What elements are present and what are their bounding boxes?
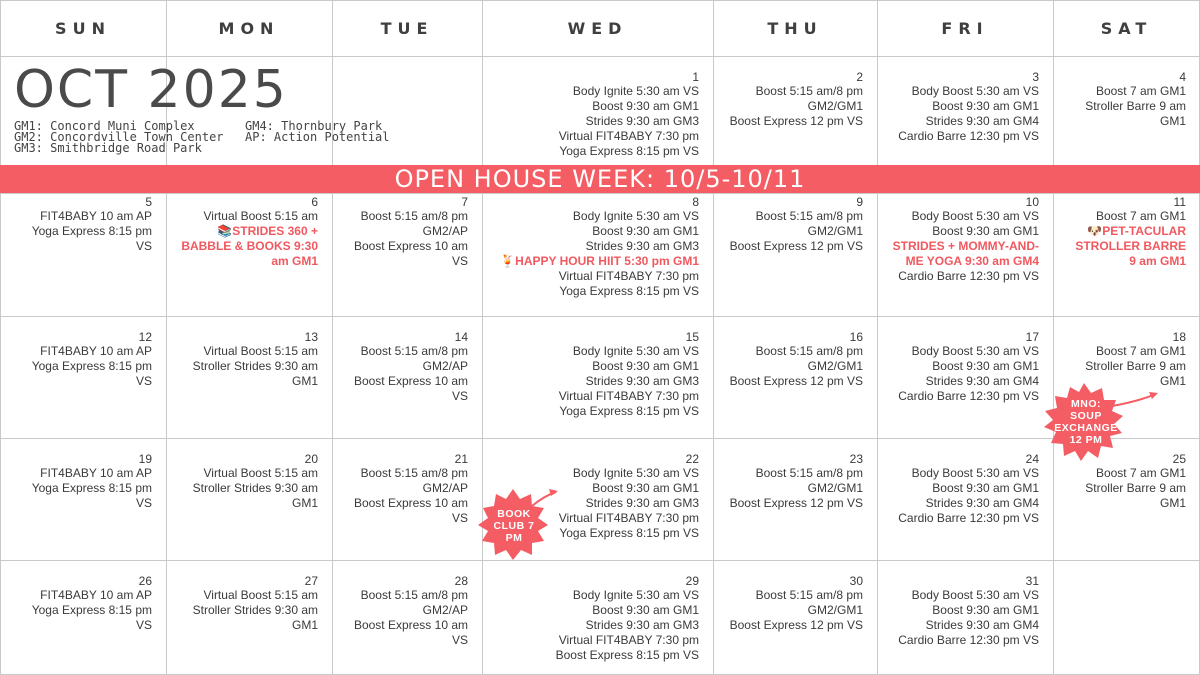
- legend-gm2: GM2: Concordville Town Center: [14, 130, 224, 144]
- day-number: 8: [692, 195, 699, 209]
- event-line: Cardio Barre 12:30 pm VS: [898, 511, 1039, 525]
- day-cell-20[interactable]: [166, 448, 332, 570]
- event-line: Virtual Boost 5:15 am: [203, 209, 318, 223]
- day-number: 10: [1025, 195, 1039, 209]
- event-line: STRIDES + MOMMY-AND-: [892, 239, 1039, 253]
- day-cell-10[interactable]: [877, 191, 1053, 314]
- event-line: Boost 5:15 am/8 pm: [755, 209, 863, 223]
- event-line: STROLLER BARRE: [1075, 239, 1186, 253]
- day-number: 31: [1025, 574, 1039, 588]
- event-line: Virtual Boost 5:15 am: [203, 344, 318, 358]
- day-number: 6: [311, 195, 318, 209]
- event-line: FIT4BABY 10 am AP: [40, 588, 152, 602]
- day-cell-9[interactable]: [713, 191, 877, 314]
- event-line: Boost 9:30 am GM1: [932, 603, 1039, 617]
- day-header-thu: THU: [767, 18, 823, 38]
- day-cell-17[interactable]: [877, 326, 1053, 448]
- event-line: Boost 5:15 am/8 pm: [755, 344, 863, 358]
- event-line: Body Boost 5:30 am VS: [911, 209, 1039, 223]
- event-line: Virtual FIT4BABY 7:30 pm: [558, 633, 699, 647]
- event-line: BABBLE & BOOKS 9:30: [181, 239, 318, 253]
- grid-line-horizontal: [0, 316, 1200, 317]
- event-line: GM1: [1159, 374, 1186, 388]
- day-number: 24: [1025, 452, 1039, 466]
- open-house-banner: [0, 165, 1200, 193]
- event-line: Boost 5:15 am/8 pm: [360, 588, 468, 602]
- event-line: Cardio Barre 12:30 pm VS: [898, 389, 1039, 403]
- event-line: VS: [451, 389, 468, 403]
- event-line: VS: [135, 618, 152, 632]
- day-number: 7: [461, 195, 468, 209]
- day-header-fri: FRI: [941, 18, 989, 38]
- event-line: Boost Express 8:15 pm VS: [555, 648, 699, 662]
- event-line: GM2/GM1: [807, 603, 863, 617]
- event-line: Body Ignite 5:30 am VS: [572, 344, 699, 358]
- day-cell-15[interactable]: [482, 326, 713, 448]
- day-header-tue: TUE: [380, 18, 434, 38]
- burst-line: EXCHANGE: [1054, 422, 1118, 434]
- event-line: Boost 9:30 am GM1: [592, 224, 699, 238]
- day-number: 18: [1172, 330, 1186, 344]
- event-line: FIT4BABY 10 am AP: [40, 344, 152, 358]
- event-line: 🐶PET-TACULAR: [1087, 224, 1186, 238]
- event-line: Body Boost 5:30 am VS: [911, 466, 1039, 480]
- month-title: OCT 2025: [14, 60, 288, 120]
- event-line: GM2/GM1: [807, 99, 863, 113]
- event-line: Body Ignite 5:30 am VS: [572, 588, 699, 602]
- event-line: Boost 5:15 am/8 pm: [360, 209, 468, 223]
- event-line: Body Boost 5:30 am VS: [911, 344, 1039, 358]
- legend-ap: AP: Action Potential: [245, 130, 390, 144]
- day-number: 25: [1172, 452, 1186, 466]
- day-number: 16: [849, 330, 863, 344]
- event-line: Stroller Barre 9 am: [1085, 359, 1186, 373]
- day-cell-19[interactable]: [0, 448, 166, 570]
- event-line: GM2/AP: [422, 603, 468, 617]
- event-line: Boost 5:15 am/8 pm: [755, 588, 863, 602]
- event-line: Yoga Express 8:15 pm: [31, 224, 152, 238]
- event-line: Cardio Barre 12:30 pm VS: [898, 129, 1039, 143]
- day-number: 9: [856, 195, 863, 209]
- event-line: Boost 7 am GM1: [1095, 466, 1186, 480]
- day-cell-14[interactable]: [332, 326, 482, 448]
- day-cell-27[interactable]: [166, 570, 332, 675]
- event-line: GM1: [1159, 496, 1186, 510]
- event-line: Stroller Strides 9:30 am: [192, 481, 318, 495]
- event-line: Yoga Express 8:15 pm VS: [559, 284, 699, 298]
- event-line: Yoga Express 8:15 pm: [31, 481, 152, 495]
- event-line: Body Ignite 5:30 am VS: [572, 209, 699, 223]
- event-line: GM2/AP: [422, 359, 468, 373]
- event-line: GM2/GM1: [807, 359, 863, 373]
- event-line: Boost Express 12 pm VS: [729, 239, 863, 253]
- event-line: Boost Express 12 pm VS: [729, 496, 863, 510]
- event-line: Boost 9:30 am GM1: [932, 99, 1039, 113]
- event-line: Virtual FIT4BABY 7:30 pm: [558, 129, 699, 143]
- day-number: 19: [138, 452, 152, 466]
- event-line: Strides 9:30 am GM3: [585, 496, 699, 510]
- day-cell-7[interactable]: [332, 191, 482, 314]
- event-line: FIT4BABY 10 am AP: [40, 209, 152, 223]
- event-line: GM2/GM1: [807, 224, 863, 238]
- event-line: Boost 5:15 am/8 pm: [755, 466, 863, 480]
- burst-line: BOOK: [497, 508, 531, 520]
- day-number: 30: [849, 574, 863, 588]
- event-line: Strides 9:30 am GM3: [585, 374, 699, 388]
- event-line: am GM1: [271, 254, 318, 268]
- day-cell-12[interactable]: [0, 326, 166, 448]
- day-number: 5: [145, 195, 152, 209]
- event-line: Body Ignite 5:30 am VS: [572, 84, 699, 98]
- day-number: 14: [454, 330, 468, 344]
- day-number: 27: [304, 574, 318, 588]
- day-number: 20: [304, 452, 318, 466]
- day-cell-11[interactable]: [1053, 191, 1200, 314]
- day-cell-29[interactable]: [482, 570, 713, 675]
- event-line: VS: [451, 511, 468, 525]
- event-line: VS: [135, 239, 152, 253]
- event-line: GM1: [291, 618, 318, 632]
- event-line: Boost 5:15 am/8 pm: [360, 344, 468, 358]
- event-line: Yoga Express 8:15 pm VS: [559, 144, 699, 158]
- event-line: Boost Express 12 pm VS: [729, 114, 863, 128]
- day-number: 2: [856, 70, 863, 84]
- event-line: GM1: [291, 496, 318, 510]
- day-number: 11: [1173, 195, 1186, 209]
- event-line: Yoga Express 8:15 pm VS: [559, 526, 699, 540]
- event-line: Boost Express 12 pm VS: [729, 618, 863, 632]
- day-number: 23: [849, 452, 863, 466]
- event-line: GM1: [291, 374, 318, 388]
- event-line: Boost 9:30 am GM1: [932, 481, 1039, 495]
- day-header-wed: WED: [567, 18, 628, 38]
- event-line: Boost 5:15 am/8 pm: [755, 84, 863, 98]
- event-line: ME YOGA 9:30 am GM4: [905, 254, 1039, 268]
- day-cell-13[interactable]: [166, 326, 332, 448]
- day-number: 21: [454, 452, 468, 466]
- event-line: Boost 9:30 am GM1: [932, 224, 1039, 238]
- event-line: Yoga Express 8:15 pm: [31, 603, 152, 617]
- day-number: 12: [138, 330, 152, 344]
- event-line: Boost Express 10 am: [353, 618, 468, 632]
- event-line: Virtual FIT4BABY 7:30 pm: [558, 269, 699, 283]
- day-number: 17: [1025, 330, 1039, 344]
- day-cell-16[interactable]: [713, 326, 877, 448]
- mno-burst-text: [1040, 398, 1132, 446]
- event-line: VS: [451, 633, 468, 647]
- event-line: Boost 9:30 am GM1: [592, 359, 699, 373]
- event-line: Virtual FIT4BABY 7:30 pm: [558, 389, 699, 403]
- day-cell-30[interactable]: [713, 570, 877, 675]
- banner-text: OPEN HOUSE WEEK: 10/5-10/11: [394, 165, 806, 193]
- book-club-burst-text: [480, 506, 548, 546]
- burst-line: CLUB 7: [493, 520, 535, 532]
- event-line: Stroller Strides 9:30 am: [192, 359, 318, 373]
- legend-gm3: GM3: Smithbridge Road Park: [14, 141, 202, 155]
- day-cell-25[interactable]: [1053, 448, 1200, 570]
- event-line: Virtual FIT4BABY 7:30 pm: [558, 511, 699, 525]
- event-line: Boost Express 12 pm VS: [729, 374, 863, 388]
- event-line: Cardio Barre 12:30 pm VS: [898, 269, 1039, 283]
- event-line: Boost 9:30 am GM1: [592, 99, 699, 113]
- day-cell-6[interactable]: [166, 191, 332, 314]
- day-number: 3: [1032, 70, 1039, 84]
- burst-line: MNO:: [1070, 398, 1101, 410]
- event-line: Boost 7 am GM1: [1095, 209, 1186, 223]
- day-cell-8[interactable]: [482, 191, 713, 314]
- day-header-sun: SUN: [55, 18, 111, 38]
- day-number: 26: [138, 574, 152, 588]
- event-line: VS: [135, 374, 152, 388]
- event-line: Stroller Barre 9 am: [1085, 481, 1186, 495]
- event-line: 🍹HAPPY HOUR HIIT 5:30 pm GM1: [500, 254, 699, 268]
- event-line: Yoga Express 8:15 pm VS: [559, 404, 699, 418]
- event-line: Cardio Barre 12:30 pm VS: [898, 633, 1039, 647]
- day-number: 28: [454, 574, 468, 588]
- event-line: Stroller Strides 9:30 am: [192, 603, 318, 617]
- legend-gm4: GM4: Thornbury Park: [245, 119, 383, 133]
- day-cell-28[interactable]: [332, 570, 482, 675]
- event-line: 📚STRIDES 360 +: [217, 224, 318, 238]
- event-line: Boost Express 10 am: [353, 239, 468, 253]
- event-line: Strides 9:30 am GM4: [925, 114, 1039, 128]
- day-cell-23[interactable]: [713, 448, 877, 570]
- event-line: Body Boost 5:30 am VS: [911, 588, 1039, 602]
- event-line: GM1: [1159, 114, 1186, 128]
- day-cell-5[interactable]: [0, 191, 166, 314]
- event-line: FIT4BABY 10 am AP: [40, 466, 152, 480]
- event-line: Stroller Barre 9 am: [1085, 99, 1186, 113]
- event-line: Boost Express 10 am: [353, 496, 468, 510]
- event-line: VS: [451, 254, 468, 268]
- day-number: 15: [685, 330, 699, 344]
- day-number: 22: [685, 452, 699, 466]
- day-cell-24[interactable]: [877, 448, 1053, 570]
- day-cell-26[interactable]: [0, 570, 166, 675]
- event-line: Strides 9:30 am GM3: [585, 114, 699, 128]
- event-line: VS: [135, 496, 152, 510]
- day-number: 1: [692, 70, 699, 84]
- event-line: Boost Express 10 am: [353, 374, 468, 388]
- day-header-sat: SAT: [1100, 18, 1153, 38]
- legend-gm1: GM1: Concord Muni Complex: [14, 119, 195, 133]
- event-line: Strides 9:30 am GM4: [925, 374, 1039, 388]
- event-line: Virtual Boost 5:15 am: [203, 588, 318, 602]
- event-line: Strides 9:30 am GM3: [585, 618, 699, 632]
- day-cell-31[interactable]: [877, 570, 1053, 675]
- burst-line: PM: [505, 532, 523, 544]
- event-line: GM2/GM1: [807, 481, 863, 495]
- day-header-mon: MON: [218, 18, 280, 38]
- burst-line: SOUP: [1070, 410, 1102, 422]
- event-line: Virtual Boost 5:15 am: [203, 466, 318, 480]
- event-line: Body Boost 5:30 am VS: [911, 84, 1039, 98]
- event-line: Boost 5:15 am/8 pm: [360, 466, 468, 480]
- burst-line: 12 PM: [1069, 434, 1103, 446]
- event-line: Strides 9:30 am GM4: [925, 618, 1039, 632]
- event-line: GM2/AP: [422, 224, 468, 238]
- event-line: Boost 9:30 am GM1: [932, 359, 1039, 373]
- event-line: Body Ignite 5:30 am VS: [572, 466, 699, 480]
- event-line: Strides 9:30 am GM4: [925, 496, 1039, 510]
- event-line: Boost 7 am GM1: [1095, 84, 1186, 98]
- event-line: Yoga Express 8:15 pm: [31, 359, 152, 373]
- event-line: Strides 9:30 am GM3: [585, 239, 699, 253]
- event-line: Boost 9:30 am GM1: [592, 481, 699, 495]
- day-number: 29: [685, 574, 699, 588]
- grid-line-horizontal: [0, 56, 1200, 57]
- event-line: GM2/AP: [422, 481, 468, 495]
- day-number: 13: [304, 330, 318, 344]
- day-cell-21[interactable]: [332, 448, 482, 570]
- event-line: 9 am GM1: [1129, 254, 1186, 268]
- event-line: Boost 7 am GM1: [1095, 344, 1186, 358]
- day-number: 4: [1179, 70, 1186, 84]
- event-line: Boost 9:30 am GM1: [592, 603, 699, 617]
